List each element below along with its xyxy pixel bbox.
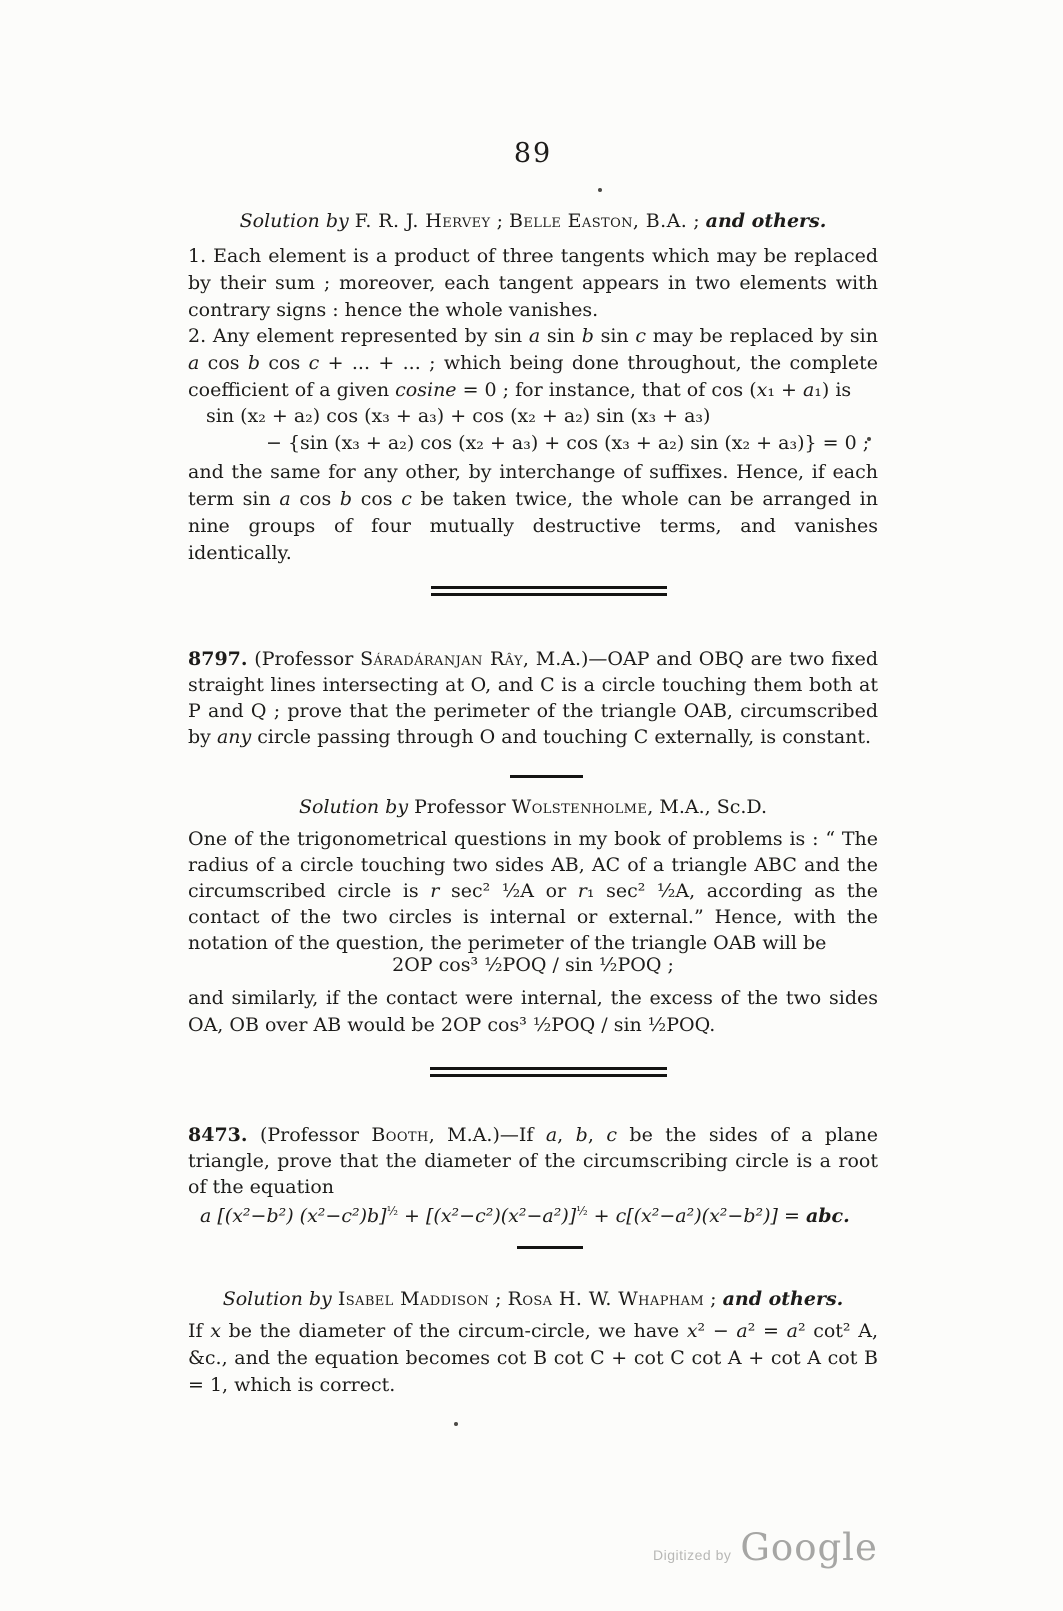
google-logo: Google	[740, 1526, 878, 1569]
wolstenholme-equation: 2OP cos³ ½POQ / sin ½POQ ;	[392, 954, 674, 976]
solution-heading-wolstenholme: Solution by Professor Wolstenholme, M.A., Sc.D.	[298, 796, 767, 818]
page-number: 89	[513, 138, 553, 169]
watermark	[653, 1526, 878, 1569]
maddison-para-1: If x be the diameter of the circum-circle, we have x² − a² = a² cot² A, &c., and the equation becomes cot B cot C + cot C cot A + cot A cot B = 1, which is correct.	[188, 1320, 878, 1396]
equation-line-2: − {sin (x₃ + a₂) cos (x₂ + a₃) + cos (x₃ + a₂) sin (x₂ + a₃)} = 0 ;	[266, 432, 870, 454]
divider-double-2	[430, 1067, 667, 1077]
solution-heading-maddison: Solution by Isabel Maddison ; Rosa H. W. Whapham ; and others.	[222, 1288, 844, 1310]
wolstenholme-para-2: and similarly, if the contact were internal, the excess of the two sides OA, OB over AB would be 2OP cos³ ½POQ / sin ½POQ.	[188, 987, 878, 1036]
problem-8473-statement: 8473. (Professor Booth, M.A.)—If a, b, c be the sides of a plane triangle, prove that the diameter of the circumscribing circle is a root of the equation	[188, 1124, 878, 1198]
problem-8473-equation: a [(x²−b²) $(x^2-c^2)b]^{\frac{1}{2}} + [(x^2-c^2)(x^2-a^2)]^{\frac{1}{2}} + c[(x^2-a^2)(x^2-b^2)]$ = abc.	[200, 1204, 850, 1227]
divider-short-1	[510, 775, 583, 778]
scan-speck	[598, 188, 602, 192]
scan-speck	[454, 1422, 458, 1426]
digitized-by-label: Digitized by	[653, 1547, 732, 1563]
solution-para-3: and the same for any other, by interchange of suffixes. Hence, if each term sin a cos b cos c be taken twice, the whole can be arranged in nine groups of four mutually destructive terms, and vanishes identically.	[188, 461, 878, 564]
equation-line-1: sin (x₂ + a₂) cos (x₃ + a₃) + cos (x₂ + a₂) sin (x₃ + a₃)	[206, 405, 711, 427]
wolstenholme-para-1: One of the trigonometrical questions in my book of problems is : “ The radius of a circle touching two sides AB, AC of a triangle ABC and the circumscribed circle is r sec² ½A or r₁ sec² ½A, according as the contact of the two circles is internal or external.” Hence, with the notation of the question, the perimeter of the triangle OAB will be	[188, 828, 878, 954]
solution-para-1: 1. Each element is a product of three tangents which may be replaced by their sum ; moreover, each tangent appears in two elements with contrary signs : hence the whole vanishes.	[188, 245, 878, 321]
solution-para-2: 2. Any element represented by sin a sin b sin c may be replaced by sin a cos b cos c + ... + ... ; which being done throughout, the complete coefficient of a given cosine = 0 ; for instance, that of cos (x₁ + a₁) is	[188, 325, 878, 401]
divider-double-1	[431, 586, 667, 596]
solution-heading-hervey: Solution by F. R. J. Hervey ; Belle Easton, B.A. ; and others.	[239, 210, 827, 232]
divider-short-2	[517, 1246, 583, 1249]
problem-8797-statement: 8797. (Professor Sáradáranjan Rây, M.A.)—OAP and OBQ are two fixed straight lines intersecting at O, and C is a circle touching them both at P and Q ; prove that the perimeter of the triangle OAB, circumscribed by any circle passing through O and touching C externally, is constant.	[188, 648, 878, 748]
